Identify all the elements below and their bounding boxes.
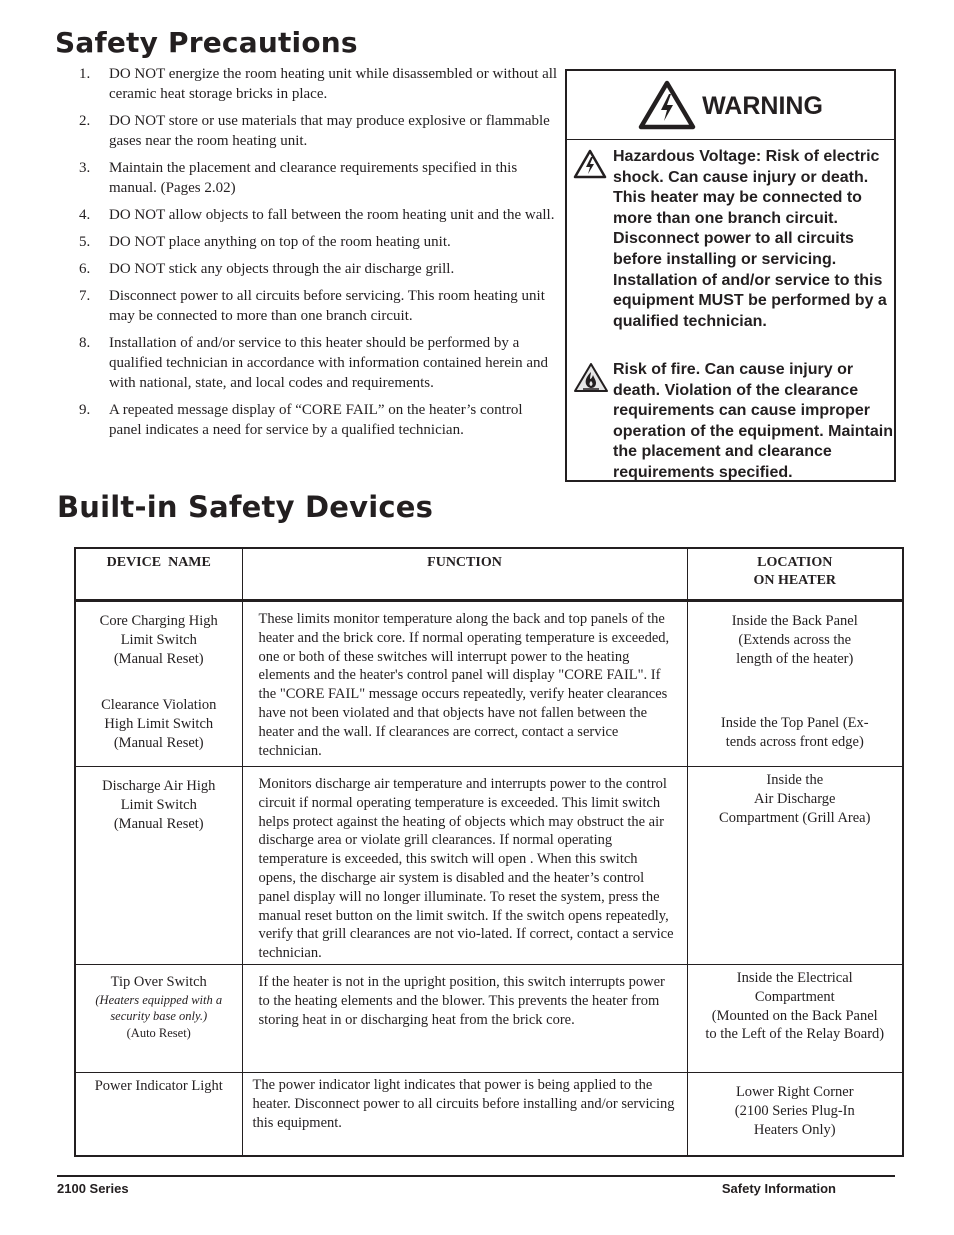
footer-section: Safety Information xyxy=(721,1181,836,1196)
item-number: 7. xyxy=(79,288,91,304)
list-item xyxy=(76,64,558,104)
column-header-device-name: DEVICE NAME xyxy=(75,548,242,601)
built-in-safety-devices-title: Built-in Safety Devices xyxy=(57,490,434,524)
device-name-cell: Core Charging High Limit Switch (Manual Reset) Clearance Violation High Limit Switch (Manual Reset) xyxy=(75,601,242,767)
list-item xyxy=(76,205,558,225)
function-cell: If the heater is not in the upright position, this switch interrupts power to the heating elements and the blower. This prevents the heater from storing heat in or discharging heat from the brick core. xyxy=(242,965,687,1073)
table-row xyxy=(75,601,903,767)
item-number: 8. xyxy=(79,335,91,351)
item-text: DO NOT store or use materials that may produce explosive or flammable gases near the room heating unit. xyxy=(109,113,550,149)
list-item xyxy=(76,158,558,198)
safety-precautions-title: Safety Precautions xyxy=(55,26,358,59)
list-item xyxy=(76,111,558,151)
item-text: DO NOT energize the room heating unit while disassembled or without all ceramic heat storage bricks in place. xyxy=(109,66,558,102)
warning-header xyxy=(567,71,894,140)
warning-item-electric xyxy=(573,147,893,332)
column-header-function: FUNCTION xyxy=(242,548,687,601)
location-cell: Lower Right Corner (2100 Series Plug-In Heaters Only) xyxy=(687,1073,903,1157)
function-cell: These limits monitor temperature along the back and top panels of the heater and the brick core. If normal operating temperature is exceeded, one or both of these switches will interrupt power to the heating elements and the heater's control panel will display "CORE FAIL". If the "CORE FAIL" message occurs repeatedly, verify heater clearances have not been violated and that objects have not fallen between the heater and the wall. If clearances are correct, contact a service technician. xyxy=(242,601,687,767)
table-header-row xyxy=(75,548,903,601)
warning-box xyxy=(565,69,896,482)
list-item xyxy=(76,232,558,252)
item-number: 4. xyxy=(79,207,91,223)
list-item xyxy=(76,333,558,393)
location-cell: Inside the Electrical Compartment (Mounted on the Back Panel to the Left of the Relay Board) xyxy=(687,965,903,1073)
location-cell: Inside the Back Panel (Extends across the length of the heater) Inside the Top Panel (Ex- tends across front edge) xyxy=(687,601,903,767)
list-item xyxy=(76,259,558,279)
warning-title: WARNING xyxy=(702,91,823,120)
item-number: 5. xyxy=(79,234,91,250)
device-name-cell: Discharge Air High Limit Switch (Manual Reset) xyxy=(75,767,242,965)
list-item xyxy=(76,400,558,440)
device-name-cell: Tip Over Switch (Heaters equipped with a security base only.) (Auto Reset) xyxy=(75,965,242,1073)
item-number: 6. xyxy=(79,261,91,277)
item-text: DO NOT stick any objects through the air discharge grill. xyxy=(109,261,455,277)
item-number: 1. xyxy=(79,66,91,82)
column-header-location: LOCATION ON HEATER xyxy=(687,548,903,601)
precautions-list xyxy=(76,64,558,447)
warning-item-fire xyxy=(573,360,893,484)
table-row xyxy=(75,1073,903,1157)
item-text: Installation of and/or service to this heater should be performed by a qualified technician in accordance with information contained herein and with national, state, and local codes and requirements. xyxy=(109,335,548,391)
footer-series: 2100 Series xyxy=(57,1181,129,1196)
item-number: 3. xyxy=(79,160,91,176)
device-name-cell: Power Indicator Light xyxy=(75,1073,242,1157)
table-row xyxy=(75,767,903,965)
warning-text: Risk of fire. Can cause injury or death. Violation of the clearance requirements can cause improper operation of the equipment. Maintain the placement and clearance requirements specified. xyxy=(613,361,893,481)
electric-hazard-icon xyxy=(573,149,607,179)
safety-devices-table xyxy=(74,547,904,1157)
item-number: 9. xyxy=(79,402,91,418)
function-cell: Monitors discharge air temperature and interrupts power to the control circuit if normal operating temperature is exceeded. This limit switch helps protect against the heating of objects which may obstruct the air discharge area or violate grill clearances. If normal operating temperature is exceeded, this switch will open . When this switch opens, the discharge air system is disabled and the heater’s control panel display will no longer illuminate. To reset the system, press the manual reset button on the limit switch. If the switch opens repeatedly, verify that grill clearances are not vio-lated. If correct, contact a service technician. xyxy=(242,767,687,965)
table-row xyxy=(75,965,903,1073)
item-text: Maintain the placement and clearance requirements specified in this manual. (Pages 2.02) xyxy=(109,160,518,196)
item-text: DO NOT allow objects to fall between the room heating unit and the wall. xyxy=(109,207,555,223)
item-text: Disconnect power to all circuits before servicing. This room heating unit may be connected to more than one branch circuit. xyxy=(109,288,545,324)
list-item xyxy=(76,286,558,326)
location-cell: Inside the Air Discharge Compartment (Grill Area) xyxy=(687,767,903,965)
item-number: 2. xyxy=(79,113,91,129)
fire-hazard-icon xyxy=(573,362,609,393)
item-text: DO NOT place anything on top of the room heating unit. xyxy=(109,234,451,250)
electric-hazard-icon xyxy=(638,80,696,130)
item-text: A repeated message display of “CORE FAIL” on the heater’s control panel indicates a need for service by a qualified technician. xyxy=(109,402,523,438)
function-cell: The power indicator light indicates that power is being applied to the heater. Disconnect power to all circuits before installing and/or servicing this equipment. xyxy=(242,1073,687,1157)
warning-text: Hazardous Voltage: Risk of electric shock. Can cause injury or death. This heater may be connected to more than one branch circuit. Disconnect power to all circuits before installing or servicing. Installation of and/or service to this equipment MUST be performed by a qualified technician. xyxy=(613,148,887,330)
footer-divider xyxy=(57,1175,895,1177)
